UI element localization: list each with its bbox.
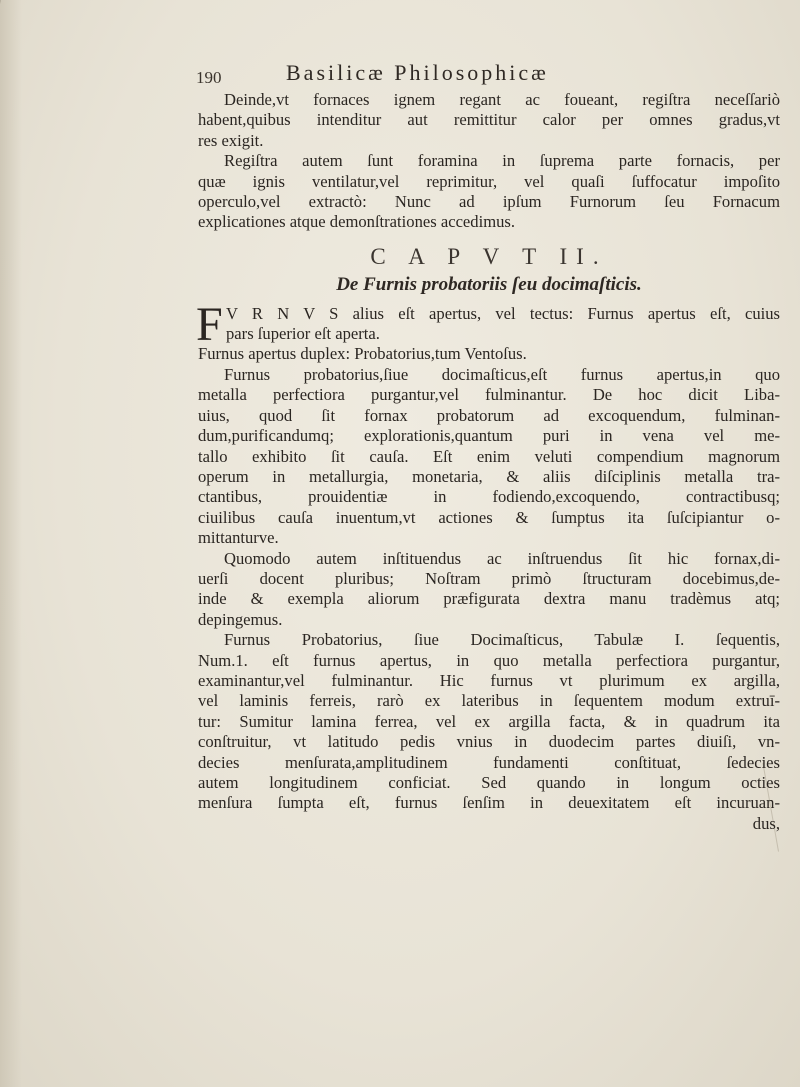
text-line: uius, quod ſit fornax probatorum ad excoquendum, fulminan- (198, 405, 780, 425)
text-line: Num.1. eſt furnus apertus, in quo metalla perfectiora purgantur, (198, 650, 780, 670)
text-line: dum,purificandumq; explorationis,quantum puri in vena vel me- (198, 426, 780, 446)
paragraph (198, 151, 780, 233)
drop-cap-initial: F (196, 297, 223, 351)
paragraph (198, 630, 780, 814)
text-line: vel laminis ferreis, rarò ex lateribus in ſequentem modum extruī- (198, 691, 780, 711)
text-line: uerſi docent pluribus; Noſtram primò ſtructuram docebimus,de- (198, 568, 780, 588)
text-line: examinantur,vel fulminantur. Hic furnus vt plurimum ex argilla, (198, 670, 780, 690)
text-line: decies menſurata,amplitudinem fundamenti conſtituat, ſedecies (198, 752, 780, 772)
text-line: pars ſuperior eſt aperta. (226, 324, 380, 344)
text-line: quæ ignis ventilatur,vel reprimitur, vel quaſi ſuffocatur impoſito (198, 171, 780, 191)
text-line: Quomodo autem inſtituendus ac inſtruendus ſit hic fornax,di- (224, 548, 780, 568)
chapter-heading: C A P V T II. (370, 243, 608, 269)
text-line: tallo exhibito ſit cauſa. Eſt enim veluti compendium magnorum (198, 446, 780, 466)
text-line: Furnus apertus duplex: Probatorius,tum Ventoſus. (198, 344, 527, 364)
text-line: metalla perfectiora purgantur,vel fulminantur. De hoc dicit Liba- (198, 385, 780, 405)
page-gutter-shadow (0, 0, 22, 1087)
chapter-subtitle: De Furnis probatoriis ſeu docimaſticis. (336, 274, 642, 296)
page-header (196, 58, 666, 88)
paragraph (198, 90, 780, 151)
first-paragraph (196, 297, 780, 351)
text-line: Furnus probatorius,ſiue docimaſticus,eſt furnus apertus,in quo (224, 364, 780, 384)
text-line: res exigit. (198, 130, 264, 150)
text-line: depingemus. (198, 609, 283, 629)
text-line: operum in metallurgia, monetaria, & aliis diſciplinis metalla tra- (198, 466, 780, 486)
text-line: explicationes atque demonſtrationes accedimus. (198, 212, 516, 232)
text-line: conſtruitur, vt latitudo pedis vnius in duodecim partes diuiſi, vn- (198, 732, 780, 752)
text-line: Regiſtra autem ſunt foramina in ſuprema parte fornacis, per (224, 151, 780, 171)
text-line: Deinde,vt fornaces ignem regant ac foueant, regiſtra neceſſariò (224, 90, 780, 109)
text-line: mittanturve. (198, 528, 279, 548)
catchword: dus, (752, 813, 780, 833)
paragraph (198, 365, 780, 549)
running-title: Basilicæ Philosophicæ (286, 60, 549, 85)
page-number: 190 (196, 68, 222, 87)
text-line: menſura ſumpta eſt, furnus ſenſim in deuexitatem eſt incuruan- (198, 793, 780, 813)
text-line: Furnus Probatorius, ſiue Docimaſticus, Tabulæ I. ſequentis, (224, 630, 780, 650)
page-corner-crease (0, 0, 30, 37)
text-line: V R N V S alius eſt apertus, vel tectus: Furnus apertus eſt, cuius (226, 303, 780, 323)
text-line: autem longitudinem conficiat. Sed quando in longum octies (198, 773, 780, 792)
paragraph (198, 549, 780, 631)
paragraph (198, 344, 780, 364)
text-line: tur: Sumitur lamina ferrea, vel ex argilla facta, & in quadrum ita (198, 711, 780, 731)
text-line: inde & exempla aliorum præfigurata dextra manu tradèmus atq; (198, 589, 780, 609)
main-text (198, 90, 780, 834)
text-line: ciuilibus cauſa inuentum,vt actiones & ſumptus ita ſuſcipiantur o- (198, 507, 780, 527)
text-line: operculo,vel extractò: Nunc ad ipſum Furnorum ſeu Fornacum (198, 192, 780, 212)
text-line: ctantibus, prouidentiæ in fodiendo,excoquendo, contractibusq; (198, 487, 780, 507)
text-line: habent,quibus intenditur aut remittitur calor per omnes gradus,vt (198, 110, 780, 130)
